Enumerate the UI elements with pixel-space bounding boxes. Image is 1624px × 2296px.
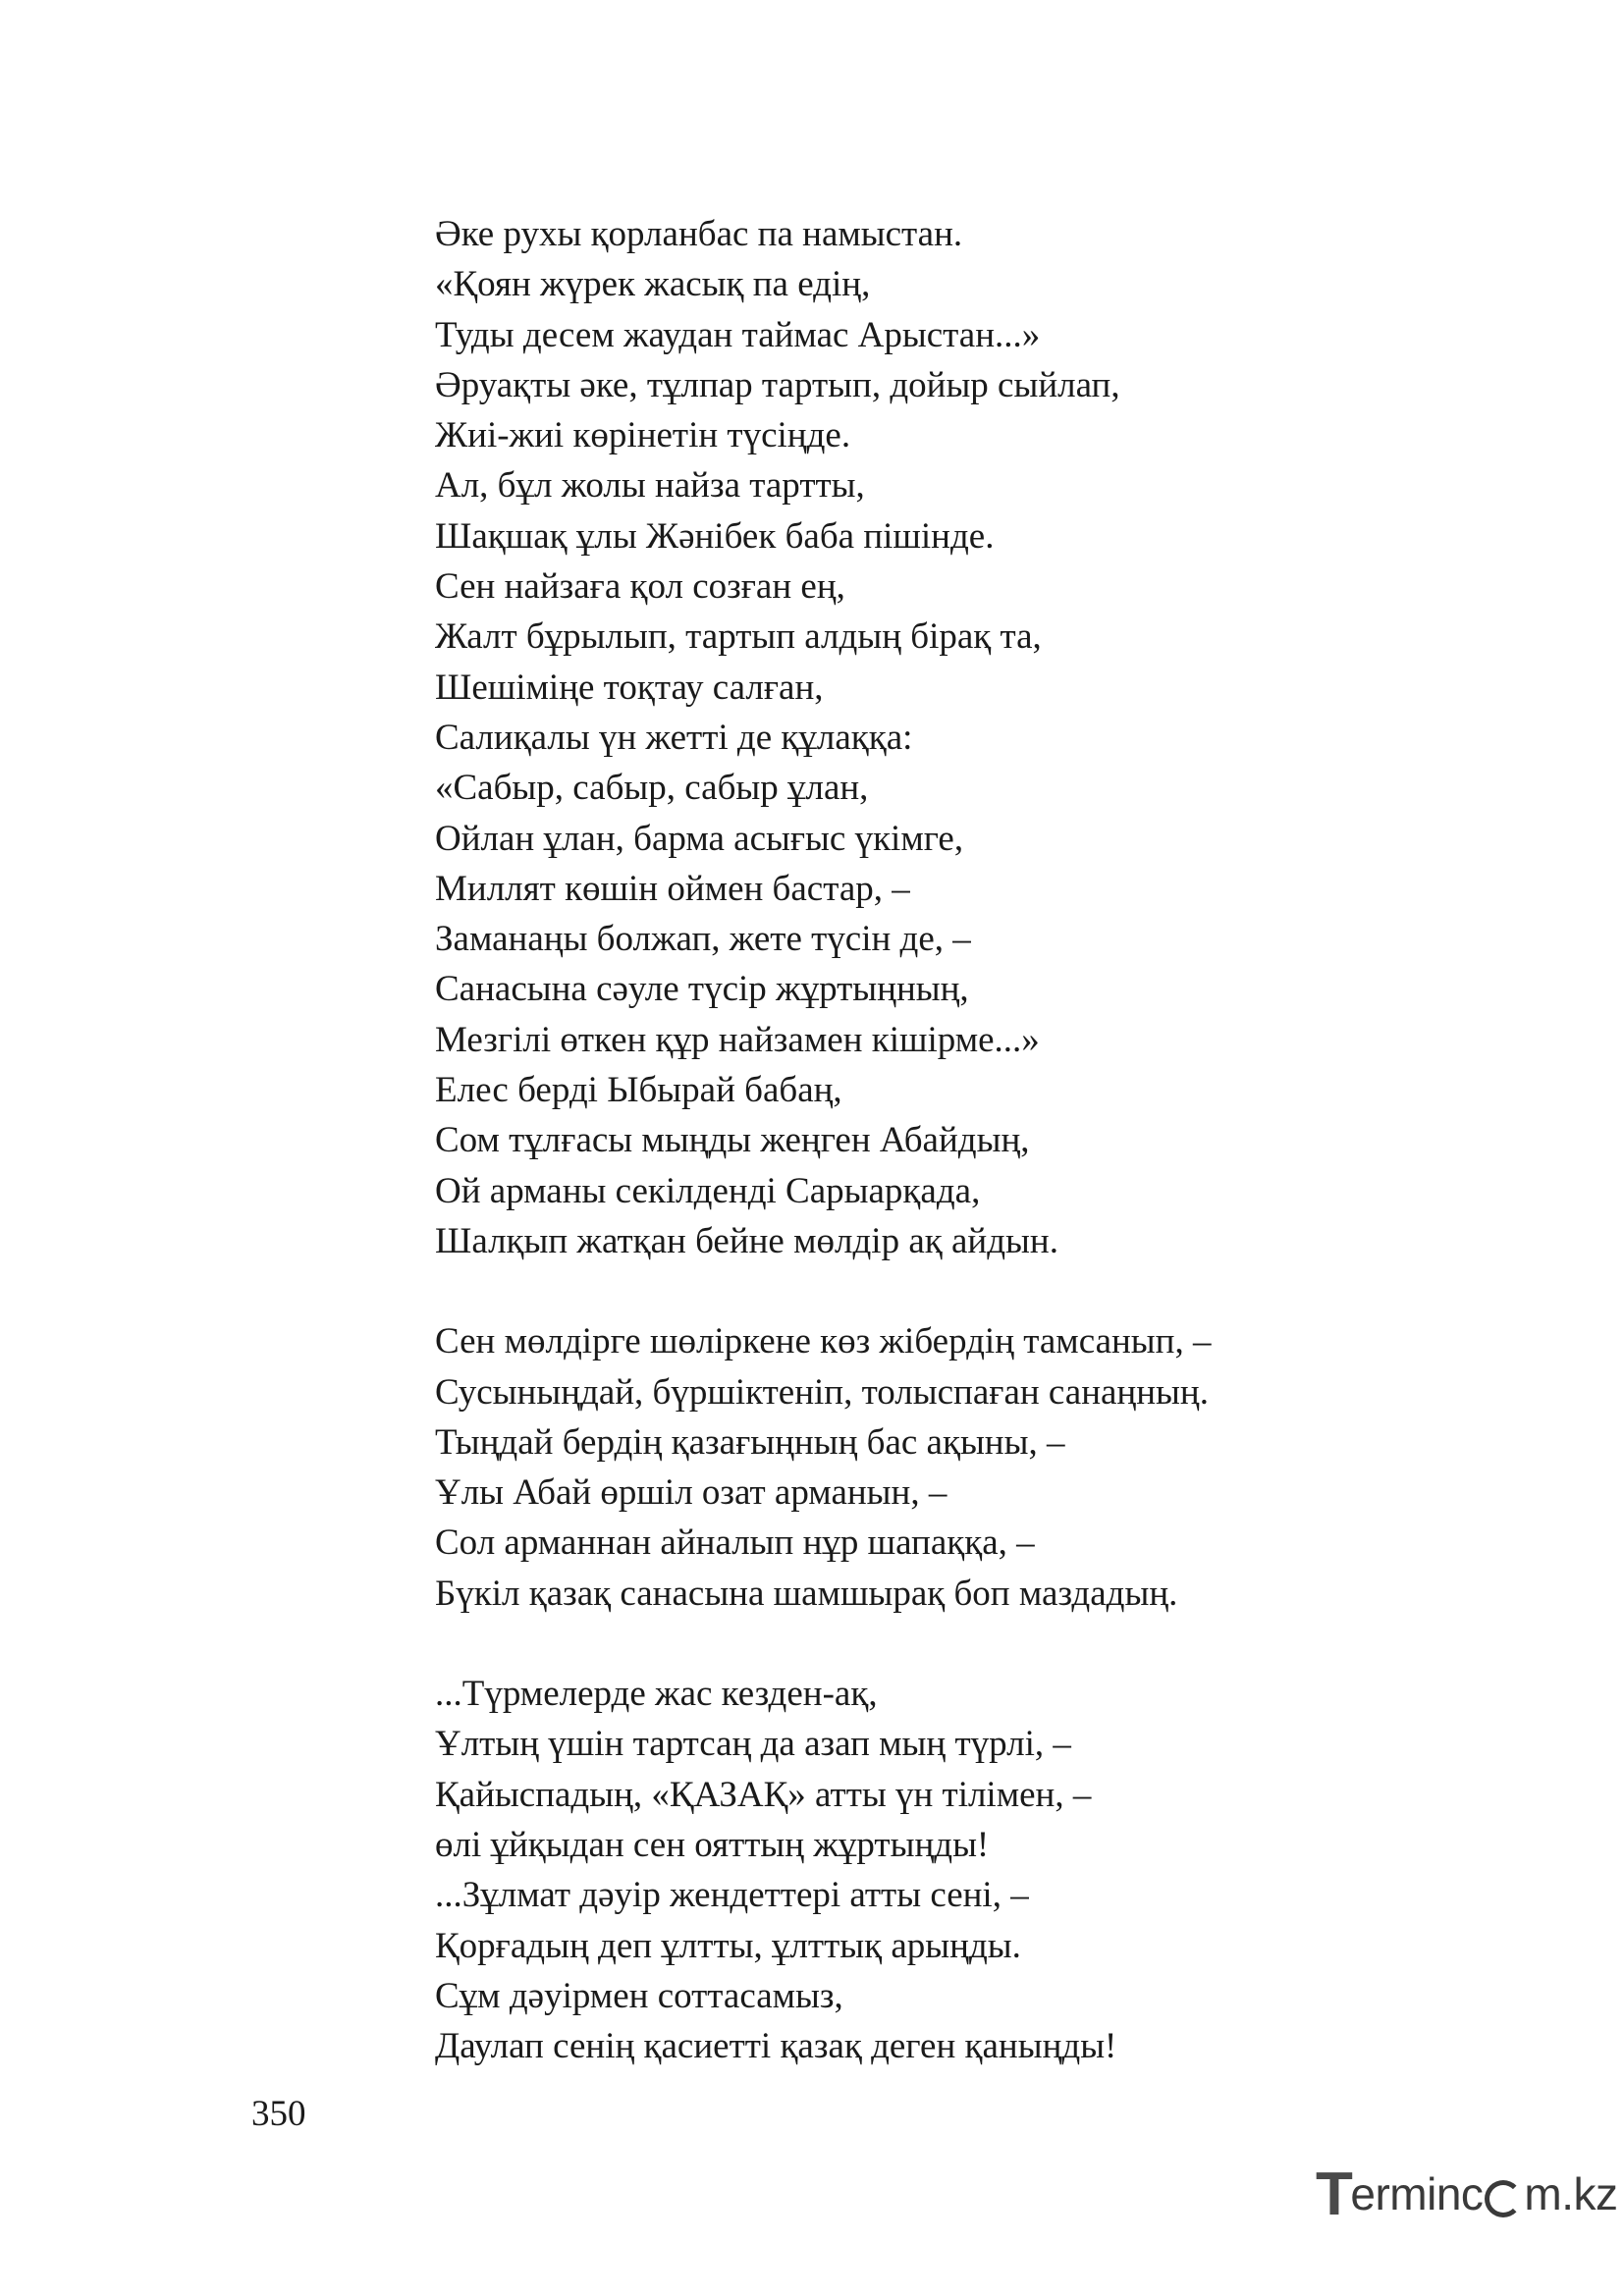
poem-line: Салиқалы үн жетті де құлаққа: — [435, 717, 913, 758]
poem-line: Әруақты әке, тұлпар тартып, дойыр сыйлап, — [435, 364, 1120, 405]
poem-line: Ой арманы секілденді Сарыарқада, — [435, 1170, 981, 1211]
poem-line: Бүкіл қазақ санасына шамшырақ боп маздадың. — [435, 1573, 1178, 1614]
poem-line: Ал, бұл жолы найза тартты, — [435, 465, 865, 507]
poem-line: Тыңдай бердің қазағыңның бас ақыны, – — [435, 1421, 1065, 1463]
poem-line: ...Зұлмат дәуір жендеттері атты сені, – — [435, 1875, 1029, 1916]
poem-line: «Қоян жүрек жасық па едің, — [435, 264, 871, 305]
poem-line: Ұлтың үшін тартсаң да азап мың түрлі, – — [435, 1724, 1071, 1765]
poem-line: Сусыныңдай, бүршіктеніп, толыспаған санаңның. — [435, 1371, 1209, 1413]
poem-line: Жалт бұрылып, тартып алдың бірақ та, — [435, 616, 1042, 658]
termincom-logo — [1316, 2160, 1618, 2228]
logo-letter-t: T — [1316, 2160, 1353, 2228]
page-number: 350 — [251, 2094, 306, 2134]
poem-line: Сен мөлдірге шөліркене көз жібердің тамсанып, – — [435, 1321, 1212, 1362]
poem-line: Шақшақ ұлы Жәнібек баба пішінде. — [435, 515, 995, 557]
poem-line: Сен найзаға қол созған ең, — [435, 566, 845, 608]
poem-line: ...Түрмелерде жас кезден-ақ, — [435, 1674, 878, 1715]
logo-o-icon — [1485, 2180, 1522, 2217]
poem-line: Мезгілі өткен құр найзамен кішірме...» — [435, 1019, 1040, 1060]
poem-line: Шалқып жатқан бейне мөлдір ақ айдын. — [435, 1220, 1058, 1261]
poem-line: Елес берді Ыбырай бабаң, — [435, 1070, 842, 1111]
poem-line: Ұлы Абай өршіл озат арманын, – — [435, 1472, 947, 1514]
poem-line: Миллят көшін оймен бастар, – — [435, 868, 910, 909]
poem-line: Шешіміңе тоқтау салған, — [435, 667, 824, 708]
poem-line: Туды десем жаудан таймас Арыстан...» — [435, 314, 1041, 355]
poem-line: Қайыспадың, «ҚАЗАҚ» атты үн тілімен, – — [435, 1774, 1092, 1815]
stanza — [435, 209, 1417, 1266]
stanza — [435, 1669, 1417, 2071]
poem-line: Ойлан ұлан, барма асығыс үкімге, — [435, 818, 964, 859]
poem-line: Қорғадың деп ұлтты, ұлттық арыңды. — [435, 1925, 1021, 1966]
poem-line: Әке рухы қорланбас па намыстан. — [435, 214, 963, 254]
poem-line: Санасына сәуле түсір жұртыңның, — [435, 969, 969, 1010]
poem-line: Сом тұлғасы мыңды жеңген Абайдың, — [435, 1120, 1030, 1161]
poem-line: Жиі-жиі көрінетін түсіңде. — [435, 415, 851, 456]
poem — [435, 209, 1417, 2071]
logo-text-part1: erminc — [1350, 2168, 1484, 2219]
poem-line: Даулап сенің қасиетті қазақ деген қаныңды! — [435, 2026, 1117, 2067]
poem-line: «Сабыр, сабыр, сабыр ұлан, — [435, 768, 869, 809]
poem-line: Сол арманнан айналып нұр шапаққа, – — [435, 1522, 1035, 1564]
poem-line: Сұм дәуірмен соттасамыз, — [435, 1975, 843, 2016]
poem-line: Заманаңы болжап, жете түсін де, – — [435, 919, 971, 960]
poem-line: өлі ұйқыдан сен ояттың жұртыңды! — [435, 1824, 990, 1865]
logo-text-part2: m.kz — [1524, 2168, 1618, 2219]
stanza — [435, 1316, 1417, 1619]
